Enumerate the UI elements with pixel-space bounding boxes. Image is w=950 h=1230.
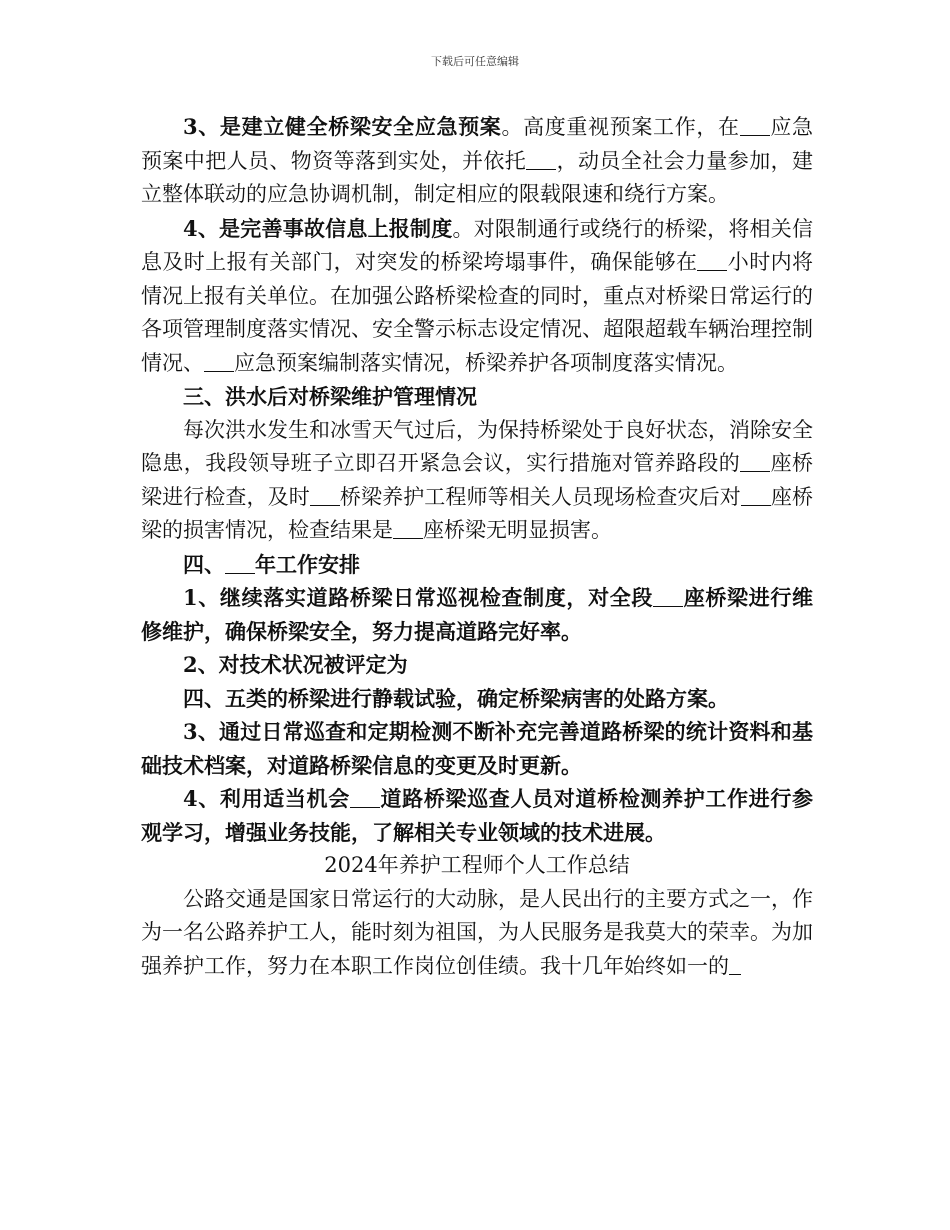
sec3-text-3: 桥梁养护工程师等相关人员现场检查灾后对 — [339, 484, 741, 509]
item3-text-3: ，动员全社会力量参加，建立整体联动的应急协调机制，制定相应的限载限速和绕行方案。 — [141, 148, 814, 206]
sec3-text-5: 座桥梁无明显损害。 — [423, 518, 612, 542]
item3-heading: 3、是建立健全桥梁安全应急预案 — [183, 114, 502, 139]
sec4-heading-1: 四、 — [183, 551, 225, 577]
blank — [741, 484, 771, 506]
blank — [393, 517, 423, 539]
item4-text-3: 应急预案编制落实情况，桥梁养护各项制度落实情况。 — [234, 350, 738, 375]
blank — [697, 249, 727, 271]
paragraph-sec4-item4 — [141, 782, 813, 849]
item3-text-1: 。高度重视预案工作，在 — [501, 115, 740, 139]
summary-text-1: 公路交通是国家日常运行的大动脉，是人民出行的主要方式之一，作为一名公路养护工人，能时刻为祖国，为人民服务是我莫大的荣幸。为加强养护工作，努力在本职工作岗位创佳绩。我十几年始终如一的 — [141, 886, 813, 978]
paragraph-item3 — [141, 110, 813, 212]
paragraph-sec4-item2-cont: 四、五类的桥梁进行静载试验，确定桥梁病害的处路方案。 — [183, 685, 729, 711]
blank — [653, 585, 683, 607]
sec3-text-2: 座桥梁进行检查，及时 — [141, 451, 814, 509]
paragraph-sec4-item2: 2、对技术状况被评定为 — [183, 652, 408, 677]
heading-section-4 — [141, 548, 813, 582]
item4-heading: 4、是完善事故信息上报制度 — [183, 215, 453, 241]
paragraph-item4 — [141, 212, 813, 381]
heading-section-3: 三、洪水后对桥梁维护管理情况 — [183, 384, 477, 409]
sec4-item1-b: 座桥梁进行维修维护，确保桥梁安全，努力提高道路完好率。 — [141, 585, 813, 644]
sec3-text-4: 座桥梁的损害情况，检查结果是 — [141, 484, 814, 542]
blank — [204, 350, 234, 372]
item4-text-1: 。对限制通行或绕行的桥梁，将相关信息及时上报有关部门，对突发的桥梁垮塌事件，确保能够在 — [141, 216, 813, 274]
blank — [729, 953, 741, 975]
sec4-heading-2: 年工作安排 — [255, 551, 360, 577]
blank — [740, 450, 770, 472]
blank — [225, 552, 255, 574]
sec3-text-1: 每次洪水发生和冰雪天气过后，为保持桥梁处于良好状态，消除安全隐患，我段领导班子立即召开紧急会议，实行措施对管养路段的 — [141, 417, 813, 475]
blank — [526, 148, 556, 170]
paragraph-sec4-item3: 3、通过日常巡查和定期检测不断补充完善道路桥梁的统计资料和基础技术档案，对道路桥梁信息的变更及时更新。 — [141, 719, 813, 778]
blank — [350, 786, 380, 808]
paragraph-section-3 — [141, 414, 813, 548]
page-header: 下载后可任意编辑 — [431, 55, 519, 68]
blank — [740, 114, 770, 136]
paragraph-summary — [141, 883, 813, 984]
item4-text-2: 小时内将情况上报有关单位。在加强公路桥梁检查的同时，重点对桥梁日常运行的各项管理制度落实情况、安全警示标志设定情况、超限超载车辆治理控制情况、 — [141, 250, 814, 375]
sec4-item1-a: 1、继续落实道路桥梁日常巡视检查制度，对全段 — [183, 585, 654, 610]
sec4-item4-a: 4、利用适当机会 — [183, 786, 350, 811]
paragraph-sec4-item1 — [141, 581, 813, 648]
document-body — [141, 110, 813, 983]
summary-title: 2024年养护工程师个人工作总结 — [324, 853, 630, 877]
blank — [310, 484, 340, 506]
item3-text-2: 应急预案中把人员、物资等落到实处，并依托 — [141, 115, 813, 173]
sec4-item4-b: 道路桥梁巡查人员对道桥检测养护工作进行参观学习，增强业务技能，了解相关专业领域的技术进展。 — [141, 786, 813, 845]
